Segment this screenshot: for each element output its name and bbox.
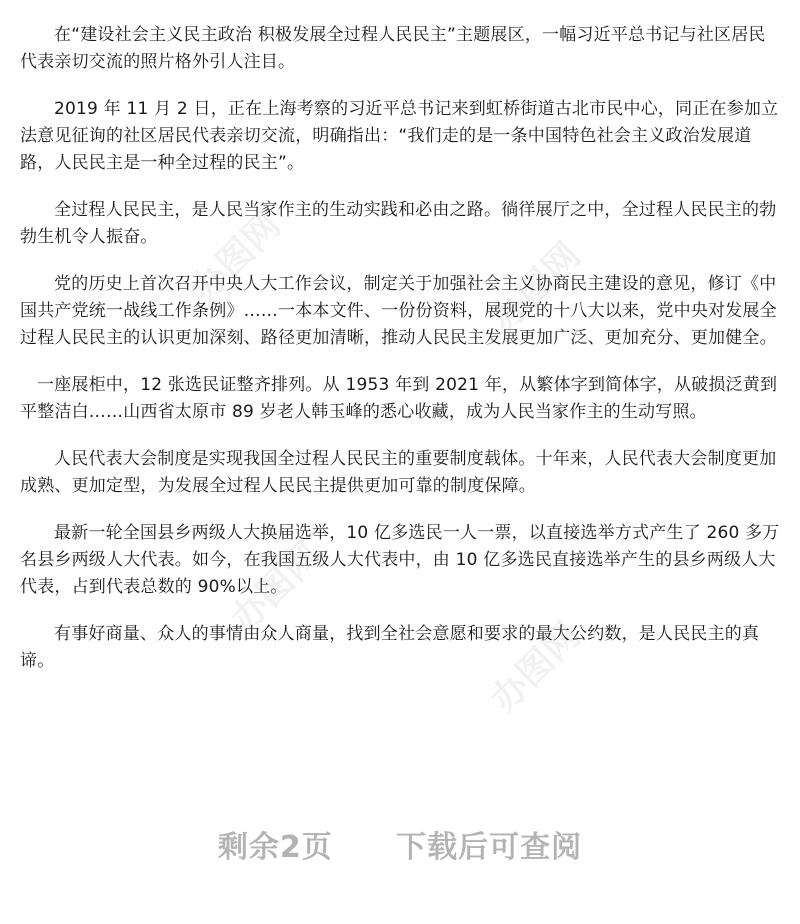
paragraph: 全过程人民民主，是人民当家作主的生动实践和必由之路。徜徉展厅之中，全过程人民民主的勃勃生机令人振奋。 [20,200,777,247]
download-to-view-label[interactable]: 下载后可查阅 [396,830,583,865]
remaining-pages-label: 剩余2页 [217,830,333,865]
paragraph: 党的历史上首次召开中央人大工作会议，制定关于加强社会主义协商民主建设的意见，修订《中国共产党统一战线工作条例》……一本本文件、一份份资料，展现党的十八大以来，党中央对发展全过程人民民主的认识更加深刻、路径更加清晰，推动人民民主发展更加广泛、更加充分、更加健全。 [20,274,777,348]
watermark: 办图网 [183,204,289,311]
watermark: 办图网 [483,234,589,341]
paragraph: 人民代表大会制度是实现我国全过程人民民主的重要制度载体。十年来，人民代表大会制度更加成熟、更加定型，为发展全过程人民民主提供更加可靠的制度保障。 [20,449,777,496]
paragraph: 在“建设社会主义民主政治 积极发展全过程人民民主”主题展区，一幅习近平总书记与社区居民代表亲切交流的照片格外引人注目。 [20,25,766,72]
paragraph: 一座展柜中，12 张选民证整齐排列。从 1953 年到 2021 年，从繁体字到简体字，从破损泛黄到平整洁白……山西省太原市 89 岁老人韩玉峰的悉心收藏，成为人民当家作主的生动写照。 [20,375,778,422]
paragraph: 最新一轮全国县乡两级人大换届选举，10 亿多选民一人一票，以直接选举方式产生了 260 多万名县乡两级人大代表。如今，在我国五级人大代表中，由 10 亿多选民直接选举产生的县乡两级人大代表，占到代表总数的 90%以上。 [20,523,780,597]
watermark: 办图网 [483,614,589,721]
paragraph: 有事好商量、众人的事情由众人商量，找到全社会意愿和要求的最大公约数，是人民民主的真谛。 [20,624,760,671]
download-prompt[interactable] [0,822,800,866]
watermark: 办图网 [223,534,329,641]
paragraph: 2019 年 11 月 2 日，正在上海考察的习近平总书记来到虹桥街道古北市民中心，同正在参加立法意见征询的社区居民代表亲切交流，明确指出：“我们走的是一条中国特色社会主义政治发展道路，人民民主是一种全过程的民主”。 [20,99,779,173]
document-body [20,22,780,695]
